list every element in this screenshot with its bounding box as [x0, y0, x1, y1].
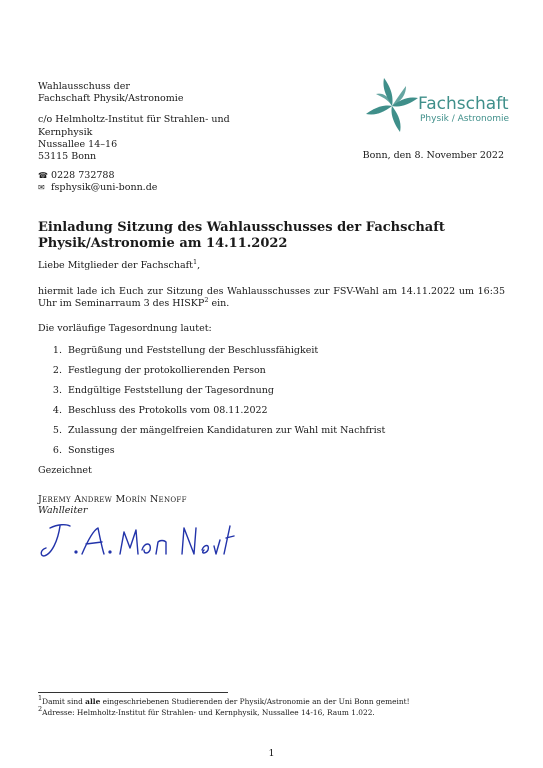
envelope-icon: ✉ [38, 183, 45, 193]
logo-text-main: Fachschaft [418, 94, 509, 114]
footnote-1: $^1$Damit sind alle eingeschriebenen Studierenden der Physik/Astronomie an der Uni Bonn gemeint! [38, 694, 410, 706]
invitation-paragraph [38, 286, 505, 310]
letter-date: Bonn, den 8. November 2022 [362, 150, 504, 161]
sender-city: 53115 Bonn [38, 151, 97, 163]
sender-street: Nussallee 14–16 [38, 138, 118, 150]
footnote-rule [38, 692, 228, 693]
sender-line-2: Fachschaft Physik/Astronomie [38, 93, 184, 105]
email-address[interactable]: fsphysik@uni-bonn.de [51, 182, 158, 194]
sender-line-1: Wahlausschuss der [38, 81, 130, 92]
phone-icon: ☎ [38, 171, 48, 180]
handwritten-signature [38, 510, 238, 570]
footnote-2: $^2$Adresse: Helmholtz-Institut für Strahlen- und Kernphysik, Nussallee 14-16, Raum 1.022. [38, 705, 375, 717]
signatory-role: Wahlleiter [38, 505, 88, 516]
phone-line [38, 170, 157, 182]
greeting [38, 260, 505, 272]
sender-address-1: c/o Helmholtz-Institut für Strahlen- und [38, 114, 230, 126]
fachschaft-logo [362, 74, 512, 138]
subject-line-2: Physik/Astronomie am 14.11.2022 [38, 236, 288, 251]
greeting-end: , [197, 260, 201, 271]
page-number: 1 [268, 748, 275, 759]
agenda-item: 1. Begrüßung und Feststellung der Beschlussfähigkeit [52, 345, 319, 356]
sender-block [38, 81, 230, 163]
greeting-text: Liebe Mitglieder der Fachschaft [38, 260, 193, 271]
sender-address-2: Kernphysik [38, 126, 93, 138]
signed-label: Gezeichnet [38, 465, 92, 476]
subject-line-1: Einladung Sitzung des Wahlausschusses der Fachschaft [38, 220, 445, 235]
agenda-item: 3. Endgültige Feststellung der Tagesordnung [52, 385, 274, 396]
invitation-end: ein. [208, 298, 230, 310]
footnote-ref-2: 2 [204, 296, 209, 305]
signatory-name: Jeremy Andrew Morín Nenoff [38, 494, 187, 505]
email-line [38, 182, 157, 194]
contact-block [38, 170, 157, 194]
pinwheel-icon [366, 78, 418, 132]
agenda-item: 6. Sonstiges [52, 445, 115, 456]
agenda-item: 2. Festlegung der protokollierenden Person [52, 365, 266, 376]
agenda-item: 5. Zulassung der mängelfreien Kandidaturen zur Wahl mit Nachfrist [52, 425, 386, 436]
agenda-intro: Die vorläufige Tagesordnung lautet: [38, 323, 212, 334]
phone-number: 0228 732788 [51, 170, 115, 181]
invitation-text: hiermit lade ich Euch zur Sitzung des Wahlausschusses zur FSV-Wahl am 14.11.2022 um 16:35 Uhr im Seminarraum 3 des HISKP [38, 286, 505, 310]
footnote-ref-1: 1 [192, 258, 198, 266]
logo-text-sub: Physik / Astronomie [420, 114, 510, 124]
letter-subject [38, 220, 458, 252]
agenda-item: 4. Beschluss des Protokolls vom 08.11.2022 [52, 405, 268, 416]
